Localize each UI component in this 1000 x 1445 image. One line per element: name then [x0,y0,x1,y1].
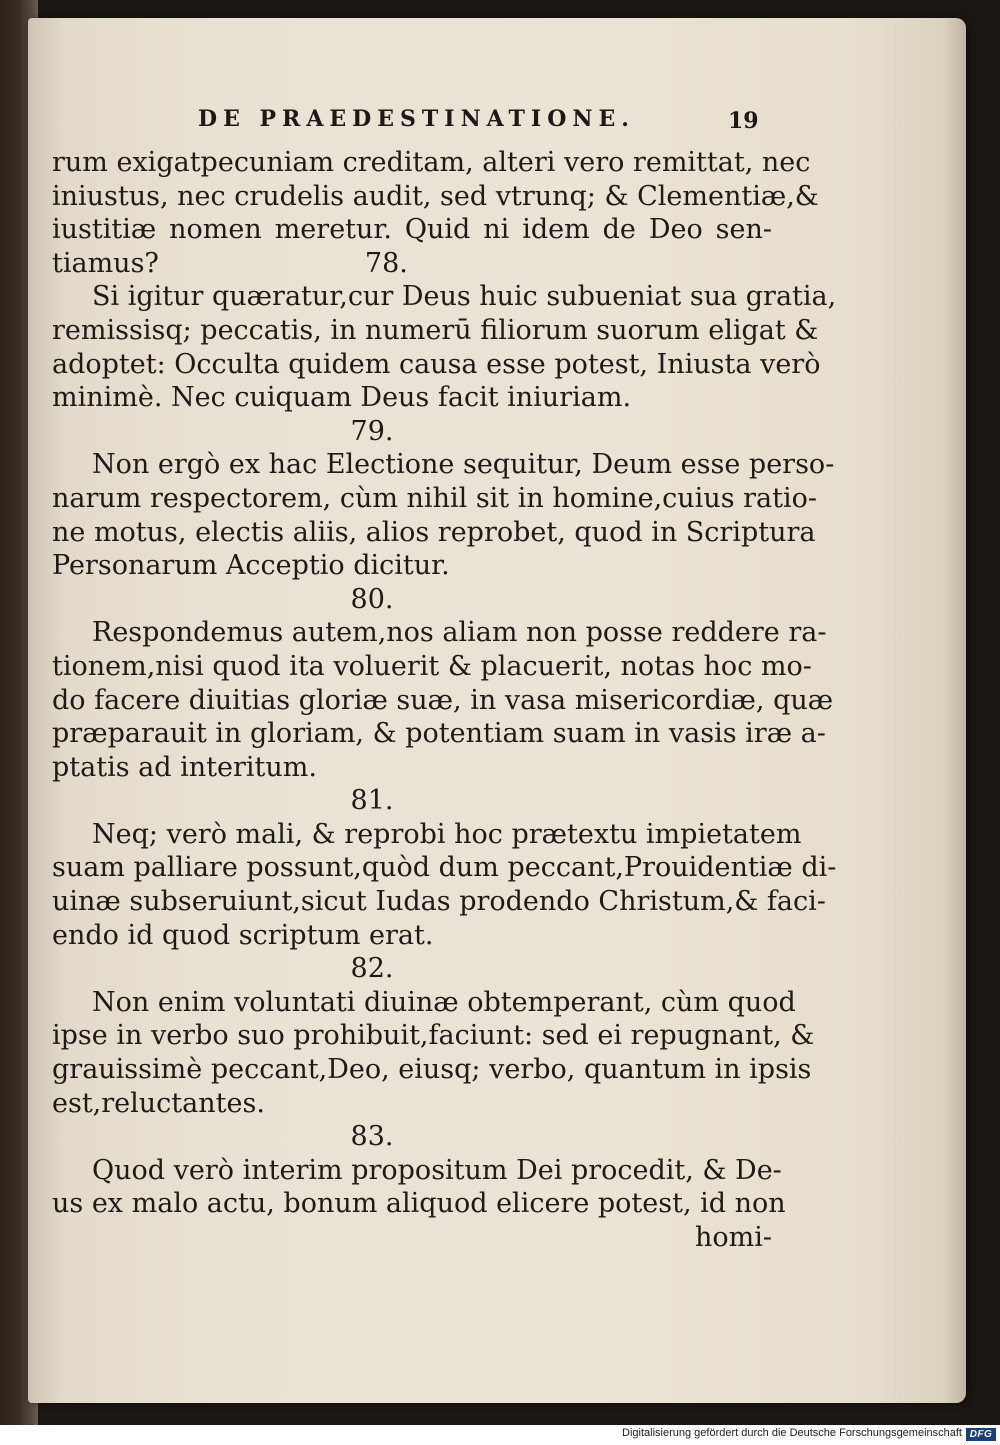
text-line: endo id quod scriptum erat. [52,919,434,951]
funding-credit: Digitalisierung gefördert durch die Deutsche Forschungsgemeinschaft [622,1427,962,1439]
section-number: 83. [350,1121,394,1153]
text-line: Non ergò ex hac Electione sequitur, Deum esse perso- [92,449,835,481]
footer-bar [0,1425,1000,1445]
section-number: 80. [350,583,394,615]
text-line: uinæ subseruiunt,sicut Iudas prodendo Christum,& faci- [52,886,826,918]
text-line: Si igitur quæratur,cur Deus huic subueniat sua gratia, [92,281,837,313]
running-head: DE PRAEDESTINATIONE. [198,106,635,132]
text-line: iustitiæ nomen meretur. Quid ni idem de Deo sen- [52,214,772,246]
text-line: est,reluctantes. [52,1087,265,1119]
text-line: ipse in verbo suo prohibuit,faciunt: sed ei repugnant, & [52,1020,815,1052]
text-line: suam palliare possunt,quòd dum peccant,Prouidentiæ di- [52,852,837,884]
text-line: tionem,nisi quod ita voluerit & placuerit, notas hoc mo- [52,650,812,682]
section-number: 82. [350,953,394,985]
text-line: iniustus, nec crudelis audit, sed vtrunq; & Clementiæ,& [52,180,819,212]
text-line: Respondemus autem,nos aliam non posse reddere ra- [92,617,827,649]
page-edge-shadow [944,18,966,1403]
text-line: ne motus, electis aliis, alios reprobet, quod in Scriptura [52,516,816,548]
text-line: rum exigatpecuniam creditam, alteri vero remittat, nec [52,147,811,178]
text-line: narum respectorem, cùm nihil sit in homine,cuius ratio- [52,482,818,514]
text-line: grauissimè peccant,Deo, eiusq; verbo, quantum in ipsis [52,1054,812,1086]
body-text [52,146,837,1255]
text-line: do facere diuitias gloriæ suæ, in vasa misericordiæ, quæ [52,684,834,716]
text-line: Quod verò interim propositum Dei procedit, & De- [92,1154,782,1186]
text-line: us ex malo actu, bonum aliquod elicere potest, id non [52,1188,786,1220]
text-line: minimè. Nec cuiquam Deus facit iniuriam. [52,382,632,414]
text-line: Personarum Acceptio dicitur. [52,550,450,582]
book-page [28,18,966,1403]
text-line: tiamus? 78. [52,247,408,279]
dfg-logo: DFG [966,1428,996,1441]
section-number: 81. [350,785,394,817]
text-line: Non enim voluntati diuinæ obtemperant, cùm quod [92,986,796,1018]
text-line: adoptet: Occulta quidem causa esse potest, Iniusta verò [52,348,821,380]
catchword: homi- [694,1222,772,1253]
page-number: 19 [728,108,759,134]
text-line: Neq; verò mali, & reprobi hoc prætextu impietatem [92,818,802,850]
text-line: remissisq; peccatis, in numerū filiorum suorum eligat & [52,314,819,346]
text-line: præparauit in gloriam, & potentiam suam in vasis iræ a- [52,718,826,750]
section-number: 79. [350,415,394,447]
text-line: ptatis ad interitum. [52,751,317,783]
